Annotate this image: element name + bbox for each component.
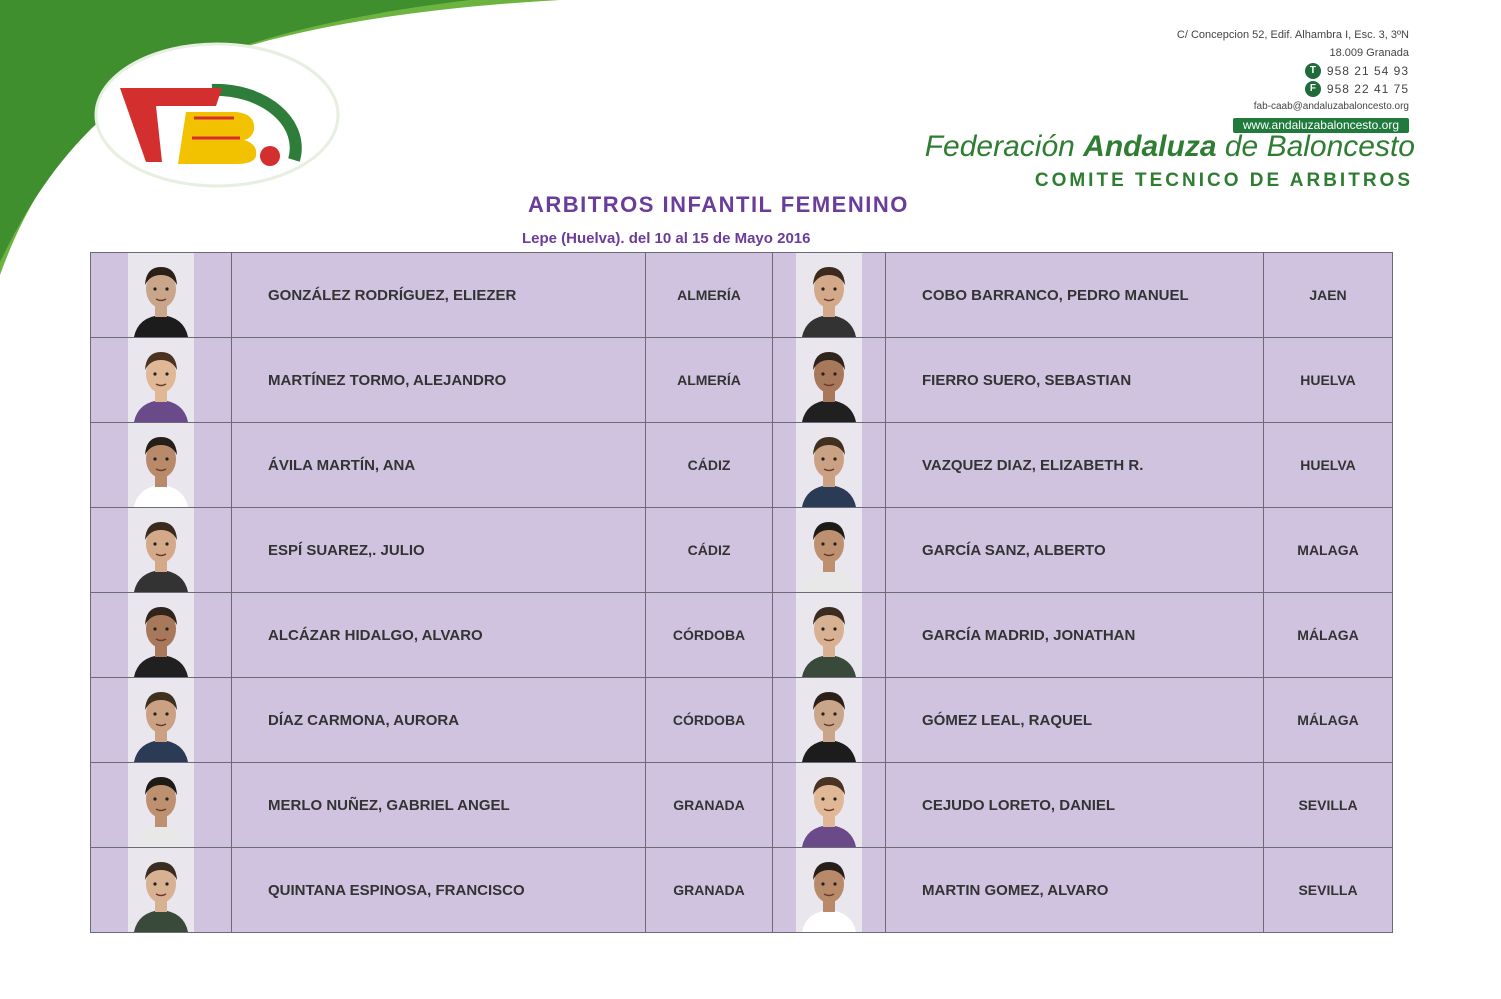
right-photo-cell [773, 253, 886, 338]
referee-name: COBO BARRANCO, PEDRO MANUEL [886, 253, 1264, 338]
referee-name: MARTÍNEZ TORMO, ALEJANDRO [232, 338, 646, 423]
referee-province: GRANADA [646, 763, 773, 848]
referee-photo [796, 508, 862, 592]
referee-photo [128, 423, 194, 507]
phone-number: 958 21 54 93 [1326, 64, 1409, 78]
referee-photo [796, 253, 862, 337]
right-photo-cell [773, 593, 886, 678]
federation-suffix: de Baloncesto [1224, 130, 1415, 163]
document-subtitle: Lepe (Huelva). del 10 al 15 de Mayo 2016 [522, 230, 811, 247]
referees-table [90, 252, 1393, 933]
table-row [91, 593, 1393, 678]
referee-name: ÁVILA MARTÍN, ANA [232, 423, 646, 508]
right-photo-cell [773, 423, 886, 508]
left-photo-cell [91, 338, 232, 423]
referee-province: ALMERÍA [646, 338, 773, 423]
phone-row [989, 62, 1409, 80]
left-photo-cell [91, 423, 232, 508]
right-photo-cell [773, 763, 886, 848]
referee-province: JAEN [1264, 253, 1393, 338]
email-address: fab-caab@andaluzabaloncesto.org [1253, 101, 1409, 112]
referee-province: MÁLAGA [1264, 593, 1393, 678]
fax-row [989, 80, 1409, 98]
referee-province: CÓRDOBA [646, 593, 773, 678]
referee-photo [128, 678, 194, 762]
referee-name: CEJUDO LORETO, DANIEL [886, 763, 1264, 848]
referee-photo [796, 593, 862, 677]
referee-photo [128, 593, 194, 677]
federation-bold: Andaluza [1083, 130, 1217, 163]
left-photo-cell [91, 848, 232, 933]
referee-photo [796, 423, 862, 507]
fax-number: 958 22 41 75 [1326, 82, 1409, 96]
left-photo-cell [91, 253, 232, 338]
committee-name: COMITE TECNICO DE ARBITROS [1034, 170, 1413, 191]
document-title: ARBITROS INFANTIL FEMENINO [528, 192, 909, 217]
city-line: 18.009 Granada [1329, 47, 1409, 59]
federation-name [925, 130, 1415, 164]
address-line: C/ Concepcion 52, Edif. Alhambra I, Esc. 3, 3ºN [1176, 29, 1409, 41]
referee-name: GARCÍA MADRID, JONATHAN [886, 593, 1264, 678]
right-photo-cell [773, 848, 886, 933]
referee-photo [128, 338, 194, 422]
table-row [91, 423, 1393, 508]
referee-photo [796, 338, 862, 422]
table-row [91, 848, 1393, 933]
left-photo-cell [91, 678, 232, 763]
table-row [91, 678, 1393, 763]
left-photo-cell [91, 508, 232, 593]
left-photo-cell [91, 593, 232, 678]
referee-photo [796, 763, 862, 847]
right-photo-cell [773, 678, 886, 763]
referee-name: ESPÍ SUAREZ,. JULIO [232, 508, 646, 593]
referee-name: GARCÍA SANZ, ALBERTO [886, 508, 1264, 593]
referee-name: GÓMEZ LEAL, RAQUEL [886, 678, 1264, 763]
referee-province: GRANADA [646, 848, 773, 933]
referee-province: SEVILLA [1264, 848, 1393, 933]
referee-name: ALCÁZAR HIDALGO, ALVARO [232, 593, 646, 678]
referee-province: SEVILLA [1264, 763, 1393, 848]
phone-icon: T [1305, 63, 1321, 79]
referee-name: DÍAZ CARMONA, AURORA [232, 678, 646, 763]
referee-name: MARTIN GOMEZ, ALVARO [886, 848, 1264, 933]
table-row [91, 763, 1393, 848]
right-photo-cell [773, 338, 886, 423]
referee-province: HUELVA [1264, 423, 1393, 508]
referee-photo [796, 678, 862, 762]
referee-name: MERLO NUÑEZ, GABRIEL ANGEL [232, 763, 646, 848]
referee-photo [128, 508, 194, 592]
referee-province: MALAGA [1264, 508, 1393, 593]
referee-name: QUINTANA ESPINOSA, FRANCISCO [232, 848, 646, 933]
contact-block [989, 26, 1409, 135]
fab-logo [94, 42, 340, 188]
referee-province: CÓRDOBA [646, 678, 773, 763]
referee-photo [796, 848, 862, 932]
left-photo-cell [91, 763, 232, 848]
referee-name: VAZQUEZ DIAZ, ELIZABETH R. [886, 423, 1264, 508]
referees-table-body [91, 253, 1393, 933]
federation-prefix: Federación [924, 130, 1075, 163]
table-row [91, 338, 1393, 423]
referee-name: GONZÁLEZ RODRÍGUEZ, ELIEZER [232, 253, 646, 338]
referee-province: CÁDIZ [646, 423, 773, 508]
referee-province: MÁLAGA [1264, 678, 1393, 763]
website-link[interactable]: www.andaluzabaloncesto.org [1233, 118, 1409, 133]
referee-province: HUELVA [1264, 338, 1393, 423]
referee-photo [128, 763, 194, 847]
fax-icon: F [1305, 81, 1321, 97]
referee-photo [128, 253, 194, 337]
right-photo-cell [773, 508, 886, 593]
referee-name: FIERRO SUERO, SEBASTIAN [886, 338, 1264, 423]
referee-province: ALMERÍA [646, 253, 773, 338]
table-row [91, 253, 1393, 338]
referee-province: CÁDIZ [646, 508, 773, 593]
table-row [91, 508, 1393, 593]
referee-photo [128, 848, 194, 932]
